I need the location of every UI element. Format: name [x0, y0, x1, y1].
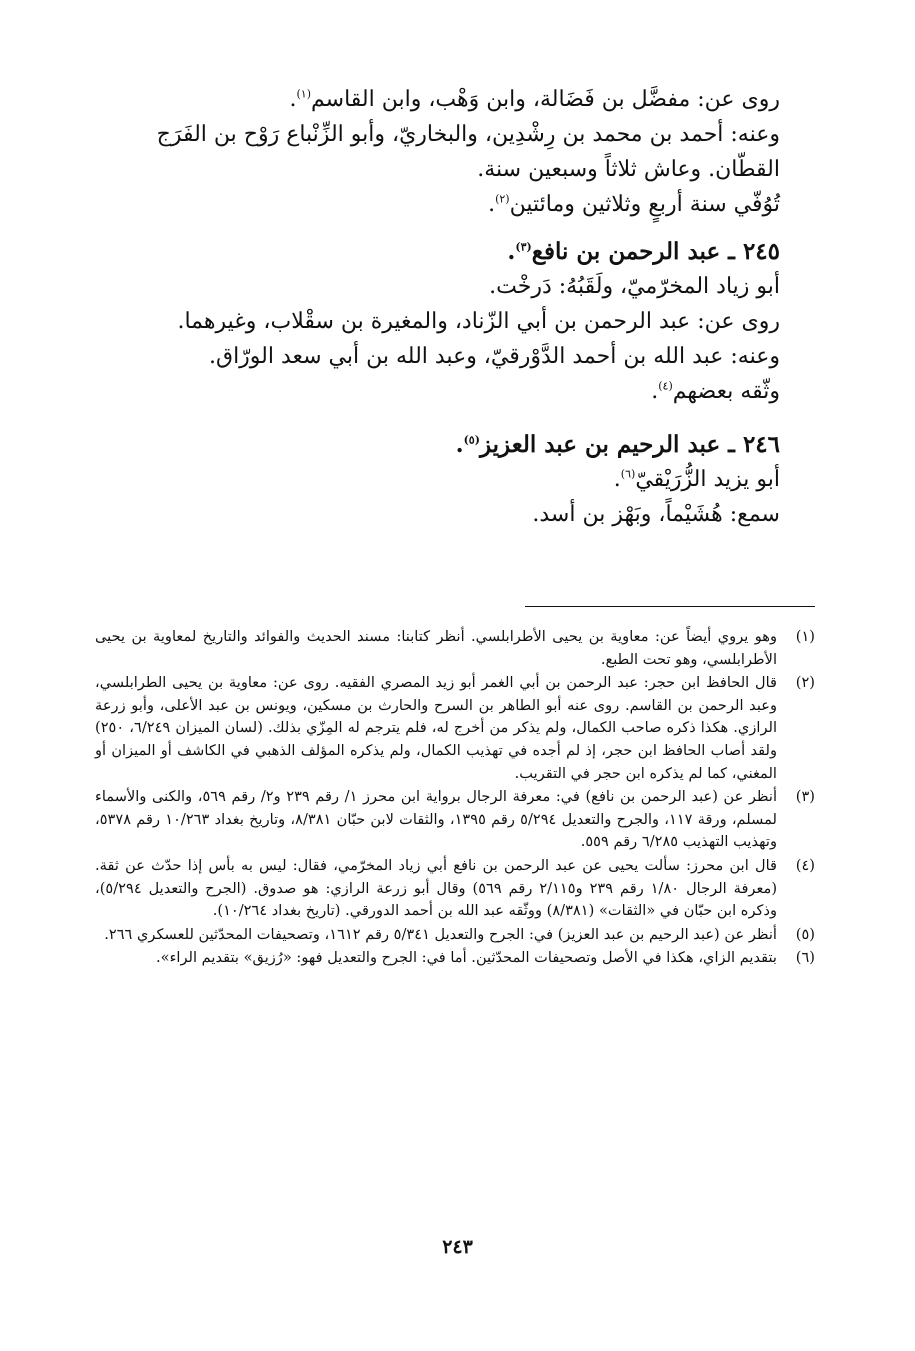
footnote-number: (٦) — [795, 949, 815, 967]
footnote-item — [95, 672, 815, 785]
footnote-item — [95, 855, 815, 923]
footnote-ref: (٢) — [495, 192, 510, 206]
footnote-number: (٤) — [795, 856, 815, 874]
text-line: روى عن: عبد الرحمن بن أبي الزّناد، والمغيرة بن سقْلاب، وغيرهما. — [177, 309, 780, 334]
text-line: تُوُفّي سنة أربعٍ وثلاثين ومائتين$^{(٢)}$. — [488, 192, 780, 217]
text-line: أبو يزيد الزُّرَيْقيّ$^{(٦)}$. — [613, 467, 780, 492]
footnote-ref: (١) — [296, 87, 312, 101]
text-line: روى عن: مفضَّل بن فَضَالة، وابن وَهْب، وابن القاسم$^{(١)}$. — [289, 87, 780, 112]
footnote-text: قال الحافظ ابن حجر: عبد الرحمن بن أبي الغمر أبو زيد المصري الفقيه. روى عن: معاوية بن يحيى الطرابلسي، وعبد الرحمن بن القاسم. روى عنه أبو الطاهر بن السرح والحارث بن مسكين، ويونس بن عبد الأعلى، وأبو زرعة الرازي. هكذا ذكره صاحب الكمال، ولم يذكر من أخرج له، فلم يترجم له المِزّي بذلك. (لسان الميزان ٦/٢٤٩، ٢٥٠) ولقد أصاب الحافظ ابن حجر، إذ لم أجده في تهذيب الكمال، ولم يذكره المؤلف الذهبي في الكاشف أو الميزان أو المغني، كما لم يذكره ابن حجر في التقريب. — [95, 674, 778, 782]
footnote-text: وهو يروي أيضاً عن: معاوية بن يحيى الأطرابلسي. أنظر كتابنا: مسند الحديث والفوائد والتاريخ لمعاوية بن يحيى الأطرابلسي، وهو تحت الطبع. — [95, 628, 777, 668]
text-line: أبو زياد المخرّميّ، ولَقَبُهُ: دَرخْت. — [489, 274, 780, 299]
main-text — [100, 82, 820, 532]
footnote-number: (٣) — [795, 788, 815, 806]
footnote-text: أنظر عن (عبد الرحمن بن نافع) في: معرفة الرجال برواية ابن محرز ١/ رقم ٢٣٩ و٢/ رقم ٥٦٩، والكنى والأسماء لمسلم، ورقة ١١٧، والجرح والتعديل ٥/٢٩٤ رقم ١٣٩٥، والثقات لابن حبّان ٨/٣٨١، وتاريخ بغداد ١٠/٢٦٣ رقم ٥٣٧٨، وتهذيب التهذيب ٦/٢٨٥ رقم ٥٥٩. — [95, 788, 778, 851]
entry-title-245: ٢٤٥ ـ عبد الرحمن بن نافع$^{(٣)}$. — [507, 238, 780, 265]
footnote-item — [95, 626, 815, 671]
footnote-number: (٥) — [795, 925, 815, 943]
footnotes — [95, 626, 815, 971]
footnote-number: (٢) — [795, 674, 815, 692]
text-line: وثّقه بعضهم$^{(٤)}$. — [651, 379, 780, 404]
page-number: ٢٤٣ — [442, 1236, 473, 1258]
entry-title-246: ٢٤٦ ـ عبد الرحيم بن عبد العزيز$^{(٥)}$. — [455, 431, 780, 458]
footnote-text: قال ابن محرز: سألت يحيى عن عبد الرحمن بن نافع أبي زياد المخرّمي، فقال: ليس به بأس إذا حدّث عن ثقة. (معرفة الرجال ١/٨٠ رقم ٢٣٩ و٢/١١٥ رقم ٥٦٩) وقال أبو زرعة الرازي: هو صدوق. (الجرح والتعديل ٥/٢٩٤)، وذكره ابن حبّان في «الثقات» (٨/٣٨١) ووثّقه عبد الله بن أحمد الدورقي. (تاريخ بغداد ١٠/٢٦٤). — [95, 856, 778, 920]
footnote-separator — [525, 606, 815, 607]
footnote-text: بتقديم الزاي، هكذا في الأصل وتصحيفات المحدّثين. أما في: الجرح والتعديل فهو: «رُزيق» بتقديم الراء». — [156, 949, 777, 967]
footnote-item — [95, 947, 815, 970]
text-line: سمع: هُشَيْماً، وبَهْز بن أسد. — [532, 502, 780, 527]
footnote-item — [95, 924, 815, 947]
footnote-number: (١) — [795, 628, 815, 645]
footnote-text: أنظر عن (عبد الرحيم بن عبد العزيز) في: الجرح والتعديل ٥/٣٤١ رقم ١٦١٢، وتصحيفات المحدّثين للعسكري ٢٦٦. — [104, 925, 777, 943]
footnote-item — [95, 786, 815, 854]
text-line: وعنه: أحمد بن محمد بن رِشْدِين، والبخاريّ، وأبو الزِّنْباع رَوْح بن الفَرَج القطّان. وعاش ثلاثاً وسبعين سنة. — [156, 122, 780, 182]
footnote-ref: (٥) — [463, 433, 480, 447]
text-line: وعنه: عبد الله بن أحمد الدَّوْرقيّ، وعبد الله بن أبي سعد الورّاق. — [209, 344, 780, 369]
footnote-ref: (٣) — [515, 240, 532, 254]
footnote-ref: (٦) — [620, 467, 636, 481]
footnote-ref: (٤) — [658, 379, 673, 393]
